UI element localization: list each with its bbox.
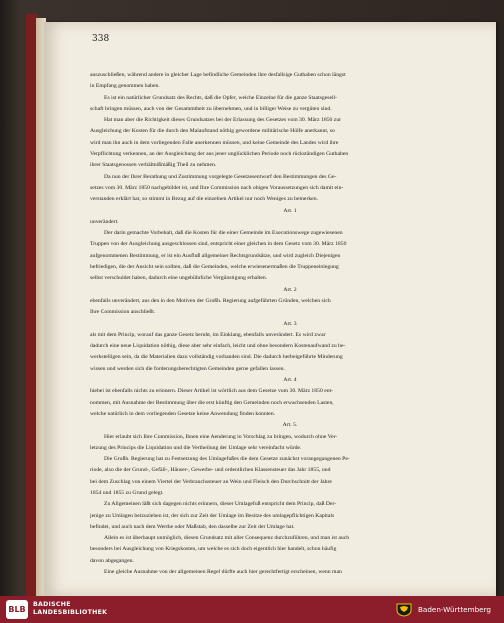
text-line: setzes vom 30. März 1850 nachgebildet ist, und Ihre Commission nach obigen Voraussetzungen sich damit ein- bbox=[90, 184, 344, 191]
text-line: Eine gleiche Ausnahme von der allgemeinen Regel dürfte auch hier gerechtfertigt erscheinen, wenn man bbox=[104, 569, 342, 576]
text-line: wissen und werden sich die forderungsberechtigten Gemeinden gerne gefallen lassen. bbox=[90, 365, 285, 372]
text-line: riode, also die der Grund-, Gefäll-, Häuser-, Gewerbe- und ordentlichen Klassensteuer das Jahr 1855, und bbox=[90, 467, 331, 474]
text-line: Die Großh. Regierung hat zu Festsetzung des Umlagefußes die dem Gesetze zunächst vorangegangenen Pe- bbox=[104, 456, 350, 463]
footer-bar bbox=[0, 596, 504, 623]
text-line: bei dem Zuschlag von einem Viertel der Verbrauchssteuer an Wein und Fleisch den Durchschnitt der Jahre bbox=[90, 478, 332, 485]
text-line: Allein es ist überhaupt unmöglich, diesen Grundsatz mit aller Consequenz durchzuführen, und man ist auch bbox=[104, 535, 350, 542]
text-line: aufgenommenen Bestimmung, er ist ein Ausfluß allgemeiner Rechtsgrundsätze, und wird zugleich Diejenigen bbox=[90, 252, 341, 259]
library-name[interactable] bbox=[33, 601, 107, 618]
article-heading: Art. 1 bbox=[283, 207, 297, 214]
text-line: verstanden erklärt hat, so stimmt in Bezug auf die einzelnen Artikel nur noch Weniges zu bemerken. bbox=[90, 196, 318, 203]
text-line: Ausgleichung der Kosten für die durch den Maiaufstand nöthig gewordene militärische Hülfe anerkannt, so bbox=[90, 128, 335, 135]
text-line: Der darin gemachte Vorbehalt, daß die Kosten für die einer Gemeinde im Executionswege zugewiesenen bbox=[104, 230, 343, 237]
article-heading: Art. 4 bbox=[283, 377, 297, 384]
page-number: 338 bbox=[92, 34, 110, 44]
text-line: auszuschließen, während andere in gleicher Lage befindliche Gemeinden ihre desfallsige Guthaben schon längst bbox=[90, 72, 346, 78]
state-name[interactable]: Baden-Württemberg bbox=[418, 605, 491, 614]
text-line: 1854 und 1855 zu Grund gelegt. bbox=[90, 489, 164, 496]
text-line: Verpflichtung verkennen, an der Ausgleichung der aus jener unglücklichen Periode noch rückständigen Guthaben bbox=[90, 151, 349, 158]
text-line: nommen, mit Ausnahme der Bestimmung über die erst künftig den Gemeinden noch erwachsenden Lasten, bbox=[90, 399, 334, 406]
text-line: ebenfalls unverändert, aus den in den Motiven der Großh. Regierung aufgeführten Gründen, welchen sich bbox=[90, 297, 331, 304]
text-line: Es ist ein natürlicher Grundsatz des Rechts, daß die Opfer, welche Einzelne für die ganze Staatsgesell- bbox=[104, 94, 338, 101]
page-text bbox=[90, 70, 490, 578]
text-line: hiebei ist ebenfalls nichts zu erinnern. Dieser Artikel ist wörtlich aus dem Gesetze vom 30. März 1850 ent- bbox=[90, 388, 334, 395]
text-line: ihrer Staatsgenossen verhältnißmäßig Theil zu nehmen. bbox=[90, 162, 217, 169]
article-heading: Art. 3 bbox=[283, 320, 297, 327]
library-name-line1: BADISCHE bbox=[33, 601, 71, 608]
article-heading: Art. 2 bbox=[283, 286, 297, 293]
text-line: unverändert. bbox=[90, 218, 119, 225]
text-line: Ihre Commission anschließt. bbox=[90, 309, 156, 316]
text-line: dadurch eine neue Liquidation nöthig, diese aber sehr einfach, leicht und ohne besondern Kostenaufwand zu be- bbox=[90, 343, 346, 350]
text-line: Truppen von der Ausgleichung ausgeschlossen sind, entspricht einer gleichen in dem Gesetz vom 30. März 1850 bbox=[90, 241, 347, 248]
text-line: befriedigen, die der Ansicht sein sollten, daß die Gemeinden, welche erwiesenermaßen die Truppeneinlegung bbox=[90, 264, 339, 271]
text-line: als mit dem Princip, worauf das ganze Gesetz beruht, im Einklang, ebenfalls unverändert. Es wird zwar bbox=[90, 331, 326, 338]
text-line: jenige zu Umlagen beizuziehen ist, der sich zur Zeit der Umlage im Besitze des umlagepflichtigen Kapitals bbox=[90, 512, 335, 519]
article-heading: Art. 5. bbox=[282, 422, 298, 429]
text-line: werkstelligen sein, da die Materialien dazu vollständig vorhanden sind. Die dadurch herbeigeführte Minderung bbox=[90, 354, 343, 361]
text-line: Da nun der Ihrer Berathung und Zustimmung vorgelegte Gesetzesentwurf den Bestimmungen des Ge- bbox=[104, 173, 337, 180]
library-name-line2: LANDESBIBLIOTHEK bbox=[33, 609, 108, 617]
text-line: selbst verschuldet haben, dadurch eine ungebührliche Vergünstigung erhalten. bbox=[90, 275, 268, 282]
blb-logo[interactable]: BLB bbox=[6, 600, 28, 619]
text-line: Hier erlaubt sich Ihre Commission, Ihnen eine Aenderung in Vorschlag zu bringen, wodurch ohne Ver- bbox=[104, 433, 338, 440]
text-line: letzung des Princips die Liquidation und die Vertheilung der Umlage sehr vereinfacht würde. bbox=[90, 444, 302, 451]
text-line: Hat man aber die Richtigkeit dieses Grundsatzes bei der Erlassung des Gesetzes vom 30. März 1850 zur bbox=[104, 117, 342, 124]
text-line: wird man ihn auch in dem vorliegenden Falle anerkennen müssen, und keine Gemeinde des Landes wird ihre bbox=[90, 139, 339, 146]
text-line: in Empfang genommen haben. bbox=[90, 83, 160, 90]
text-line: Zu Allgemeinen läßt sich dagegen nichts erinnern, dieser Umlagefuß entspricht dem Princip, daß Der- bbox=[104, 501, 337, 508]
text-line: davon abgegangen. bbox=[90, 557, 134, 564]
text-line: schaft bringen müssen, auch von der Gesammtheit zu übernehmen, und in billiger Weise zu vergüten sind. bbox=[90, 105, 332, 112]
text-line: befindet, und auch nach dem Werthe oder Maßstab, den dasselbe zur Zeit der Umlage hat. bbox=[90, 523, 295, 530]
text-line: besonders bei Ausgleichung von Kriegskosten, um welche es sich doch eigentlich hier handelt, schon häufig bbox=[90, 546, 337, 553]
text-line: welche natürlich in dem vorliegenden Gesetze keine Anwendung finden konnten. bbox=[90, 410, 276, 417]
state-coat-of-arms-icon bbox=[396, 602, 412, 617]
